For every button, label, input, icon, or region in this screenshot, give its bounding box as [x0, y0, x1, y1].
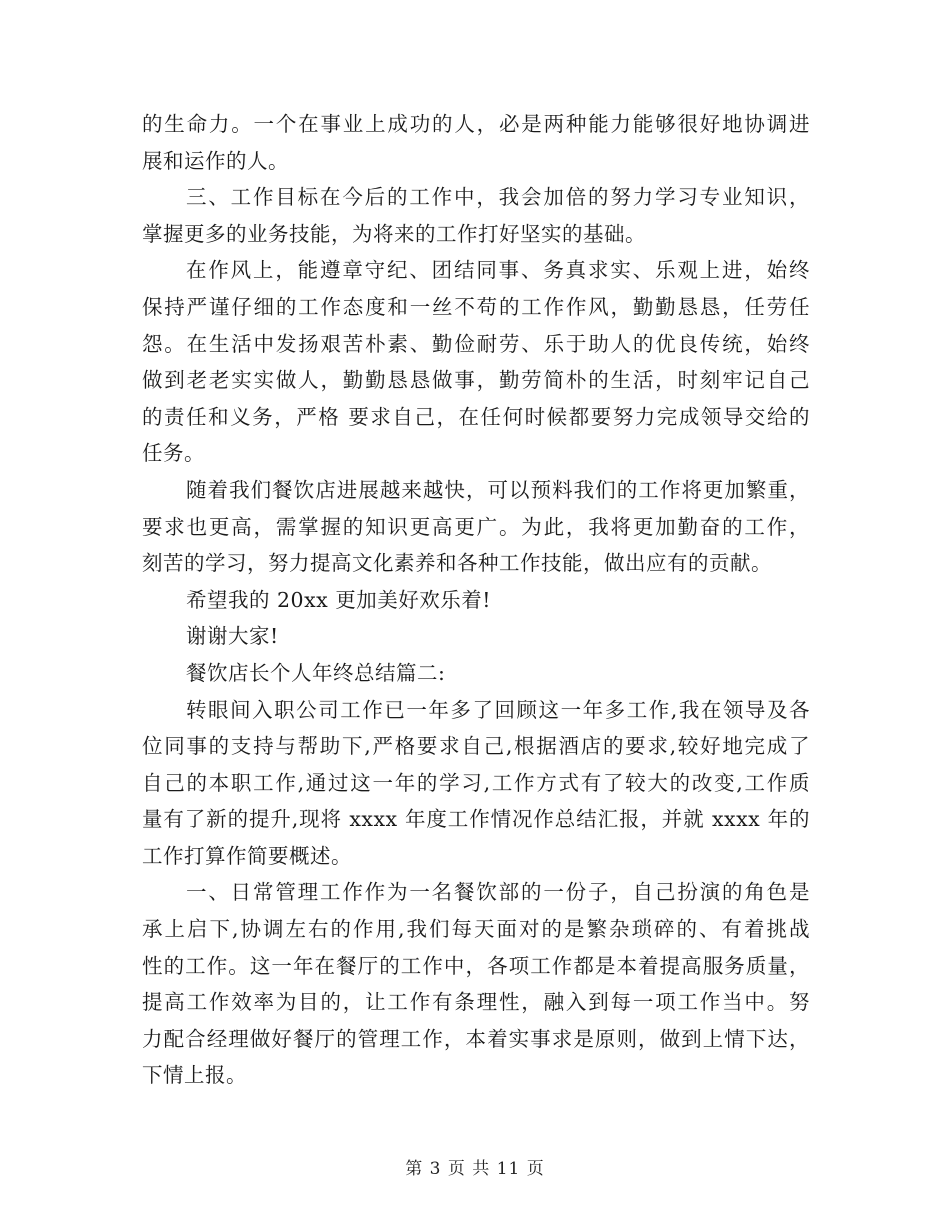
text-line: 随着我们餐饮店进展越来越快，可以预料我们的工作将更加繁重，: [186, 477, 810, 502]
text-line: 力配合经理做好餐厅的管理工作，本着实事求是原则，做到上情下达，: [142, 1026, 810, 1051]
text-line: 性的工作。这一年在餐厅的工作中，各项工作都是本着提高服务质量，: [142, 953, 810, 978]
text-line: 提高工作效率为目的，让工作有条理性，融入到每一项工作当中。努: [142, 990, 810, 1015]
text-line: 位同事的支持与帮助下,严格要求自己,根据酒店的要求,较好地完成了: [142, 734, 810, 759]
paragraph: [142, 655, 810, 692]
text-line: 展和运作的人。: [142, 148, 289, 173]
text-line: 下情上报。: [142, 1063, 247, 1088]
text-line: 刻苦的学习，努力提高文化素养和各种工作技能，做出应有的贡献。: [142, 551, 772, 576]
paragraph: [142, 582, 810, 619]
paragraph: [142, 692, 810, 875]
paragraph: [142, 179, 810, 252]
text-line: 自己的本职工作,通过这一年的学习,工作方式有了较大的改变,工作质: [142, 770, 810, 795]
text-line: 的生命力。一个在事业上成功的人，必是两种能力能够很好地协调进: [142, 112, 810, 136]
text-line: 谢谢大家!: [186, 624, 279, 649]
text-line: 的责任和义务，严格 要求自己，在任何时候都要努力完成领导交给的: [142, 404, 810, 429]
text-line: 掌握更多的业务技能，为将来的工作打好坚实的基础。: [142, 221, 646, 246]
paragraph: [142, 874, 810, 1094]
paragraph: [142, 618, 810, 655]
text-line: 三、工作目标在今后的工作中，我会加倍的努力学习专业知识，: [186, 185, 810, 210]
text-line: 转眼间入职公司工作已一年多了回顾这一年多工作,我在领导及各: [186, 697, 810, 722]
text-line: 要求也更高，需掌握的知识更高更广。为此，我将更加勤奋的工作，: [142, 514, 810, 539]
document-body: [142, 106, 810, 1094]
section-heading: 餐饮店长个人年终总结篇二:: [186, 660, 446, 685]
text-line: 承上启下,协调左右的作用,我们每天面对的是繁杂琐碎的、有着挑战: [142, 917, 810, 942]
text-line: 量有了新的提升,现将 xxxx 年度工作情况作总结汇报，并就 xxxx 年的: [142, 807, 810, 832]
text-line: 工作打算作简要概述。: [142, 843, 352, 868]
text-line: 做到老老实实做人，勤勤恳恳做事，勤劳简朴的生活，时刻牢记自己: [142, 368, 810, 393]
paragraph: [142, 252, 810, 472]
text-line: 怨。在生活中发扬艰苦朴素、勤俭耐劳、乐于助人的优良传统，始终: [142, 331, 810, 356]
paragraph: [142, 106, 810, 179]
text-line: 在作风上，能遵章守纪、团结同事、务真求实、乐观上进，始终: [186, 258, 810, 283]
text-line: 保持严谨仔细的工作态度和一丝不苟的工作作风，勤勤恳恳，任劳任: [142, 294, 810, 319]
text-line: 任务。: [142, 441, 205, 466]
paragraph: [142, 472, 810, 582]
text-line: 一、日常管理工作作为一名餐饮部的一份子，自己扮演的角色是: [186, 880, 810, 905]
text-line: 希望我的 20xx 更加美好欢乐着!: [186, 587, 491, 612]
page-number-footer: 第 3 页 共 11 页: [405, 1159, 545, 1179]
